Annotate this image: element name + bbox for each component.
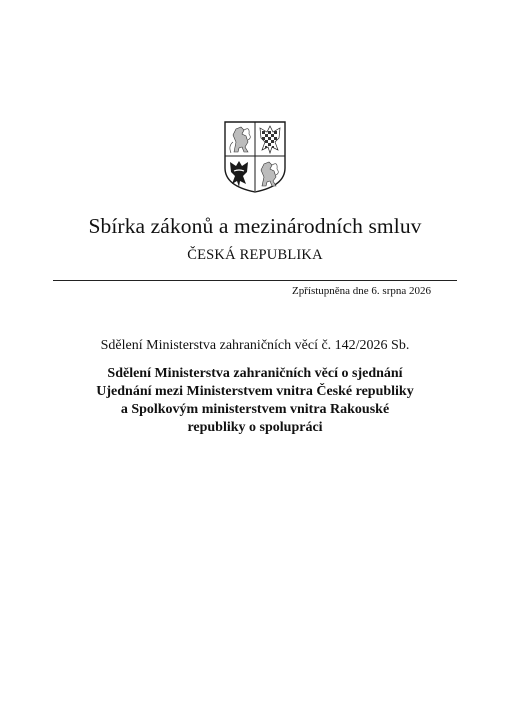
publication-date: Zpřístupněna dne 6. srpna 2026	[292, 285, 431, 297]
coat-of-arms-icon	[222, 120, 288, 194]
document-heading: Sdělení Ministerstva zahraničních věcí o sjednání Ujednání mezi Ministerstvem vnitra České republiky a Spolkovým ministerstvem vnitra Rakouské republiky o spolupráci	[96, 366, 414, 435]
country-name: ČESKÁ REPUBLIKA	[187, 247, 323, 263]
document-number-line: Sdělení Ministerstva zahraničních věcí č. 142/2026 Sb.	[100, 338, 410, 353]
header-divider	[53, 280, 457, 281]
collection-title: Sbírka zákonů a mezinárodních smluv	[88, 214, 422, 238]
